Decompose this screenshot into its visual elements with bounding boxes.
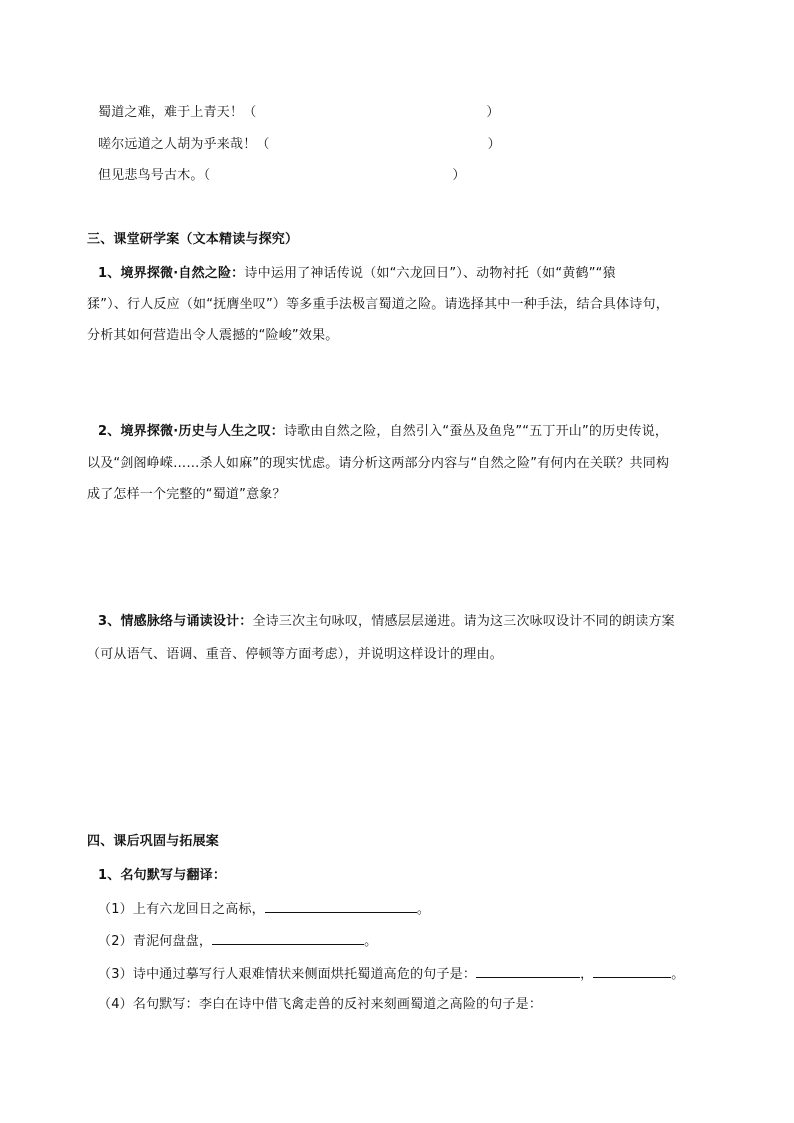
answer-blank[interactable]	[593, 965, 671, 978]
q1-line2: 猱”）、行人反应（如“抚膺坐叹”）等多重手法极言蜀道之险。请选择其中一种手法，结合具体诗句，	[87, 297, 669, 312]
item-1-end: 。	[416, 902, 431, 917]
section3-title: 三、课堂研学案（文本精读与探究）	[87, 232, 299, 247]
q3-text-1: 全诗三次主句咏叹，情感层层递进。请为这三次咏叹设计不同的朗读方案	[252, 614, 675, 629]
fill-line-close: ）	[486, 105, 500, 120]
q1-line1	[98, 266, 616, 282]
fill-line-text: 嗟尔远道之人胡为乎来哉！（	[98, 137, 270, 152]
item-1	[98, 900, 430, 918]
answer-blank[interactable]	[212, 932, 364, 945]
answer-blank[interactable]	[476, 965, 580, 978]
q3-label: 3、情感脉络与诵读设计：	[98, 614, 253, 629]
item-3-end: 。	[671, 967, 685, 982]
section4-title: 四、课后巩固与拓展案	[87, 834, 220, 849]
q1-label: 1、境界探微·自然之险：	[98, 266, 245, 281]
fill-line-3	[98, 168, 466, 184]
q3-line1	[98, 614, 675, 630]
fill-line-1	[98, 105, 500, 121]
q2-line3: 成了怎样一个完整的“蜀道”意象？	[87, 487, 286, 502]
fill-line-close: ）	[487, 137, 501, 152]
item-3	[98, 965, 684, 983]
fill-line-text: 但见悲鸟号古木。（	[98, 168, 211, 183]
item-2	[98, 932, 377, 950]
q2-text-1: 诗歌由自然之险，自然引入“蚕丛及鱼凫”“五丁开山”的历史传说，	[283, 424, 669, 439]
item-1-text: （1）上有六龙回日之高标，	[98, 902, 265, 917]
item-3-mid: ，	[580, 967, 594, 982]
item-4: （4）名句默写：李白在诗中借飞禽走兽的反衬来刻画蜀道之高险的句子是：	[98, 997, 543, 1012]
answer-blank[interactable]	[265, 900, 417, 913]
q2-line1	[98, 424, 668, 440]
item-2-text: （2）青泥何盘盘，	[98, 934, 213, 949]
item-2-end: 。	[364, 934, 378, 949]
item-3-text: （3）诗中通过摹写行人艰难情状来侧面烘托蜀道高危的句子是：	[98, 967, 477, 982]
q3-line2: （可从语气、语调、重音、停顿等方面考虑），并说明这样设计的理由。	[87, 647, 503, 662]
q2-line2: 以及“剑阁峥嵘……杀人如麻”的现实忧虑。请分析这两部分内容与“自然之险”有何内在关联？共同构	[87, 456, 670, 471]
q1-text-1: 诗中运用了神话传说（如“六龙回日”）、动物衬托（如“黄鹤”“猿	[244, 266, 616, 281]
fill-line-2	[98, 137, 501, 153]
section4-sub1: 1、名句默写与翻译：	[98, 868, 227, 883]
fill-line-close: ）	[452, 168, 466, 183]
q1-line3: 分析其如何营造出令人震撼的“险峻”效果。	[87, 328, 339, 343]
fill-line-text: 蜀道之难，难于上青天！（	[98, 105, 257, 120]
q2-label: 2、境界探微·历史与人生之叹：	[98, 424, 284, 439]
